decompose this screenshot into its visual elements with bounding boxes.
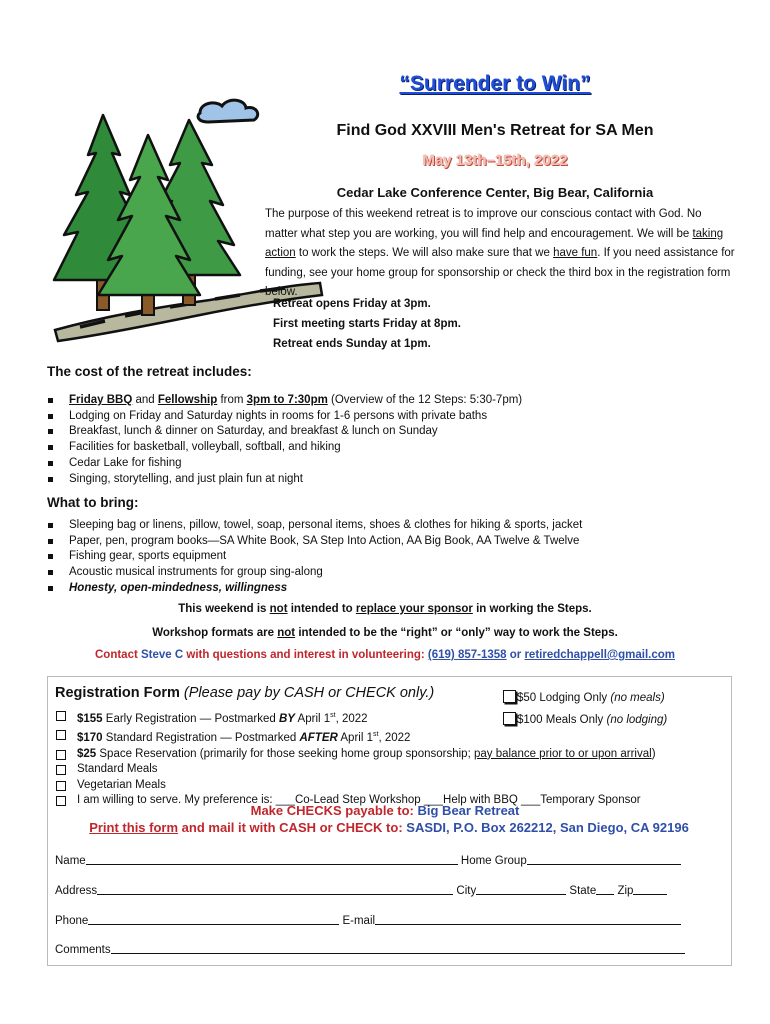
name-label: Name	[55, 855, 86, 867]
purpose-taking-action: taking action	[265, 227, 724, 259]
mail-address: SASDI, P.O. Box 262212, San Diego, CA 92196	[406, 820, 689, 835]
standard-meals-option[interactable]	[55, 762, 656, 778]
retreat-dates: May 13th–15th, 2022	[422, 152, 568, 169]
note1-c: intended to	[287, 603, 356, 615]
email-label: E-mail	[342, 915, 376, 927]
note2-not: not	[277, 627, 296, 639]
cost-and: and	[132, 394, 158, 406]
overview-note: (Overview of the 12 Steps: 5:30-7pm)	[327, 394, 523, 406]
cost-heading: The cost of the retreat includes:	[47, 364, 252, 379]
lodging-label: $50 Lodging Only	[517, 692, 611, 704]
note1-replace-sponsor: replace your sponsor	[355, 603, 473, 615]
retreat-venue: Cedar Lake Conference Center, Big Bear, California	[336, 185, 654, 200]
phone-label: Phone	[55, 915, 89, 927]
city-label: City	[456, 885, 477, 897]
registration-title-text: Registration Form	[55, 685, 180, 701]
list-item: Facilities for basketball, volleyball, softball, and hiking	[47, 440, 522, 456]
payable-payee: Big Bear Retreat	[417, 803, 520, 818]
purpose-text-1: The purpose of this weekend retreat is to improve our conscious contact with God. No matter what step you are working, you will find help and encouragement. We will be	[265, 208, 702, 240]
cost-list	[47, 393, 522, 487]
contact-email-link[interactable]: retiredchappell@gmail.com	[524, 649, 675, 661]
zip-label: Zip	[617, 885, 634, 897]
lodging-only-option[interactable]	[503, 690, 665, 704]
comments-field[interactable]	[111, 942, 685, 954]
address-field[interactable]	[97, 883, 453, 895]
standard-after: AFTER	[299, 732, 338, 745]
fellowship: Fellowship	[157, 394, 218, 406]
meals-label: $100 Meals Only	[517, 714, 607, 726]
purpose-have-fun: have fun	[553, 247, 598, 259]
retreat-schedule	[273, 294, 461, 354]
retreat-title: “Surrender to Win”	[399, 72, 591, 95]
name-field[interactable]	[86, 853, 458, 865]
contact-pre: Contact	[95, 649, 141, 661]
home-group-field[interactable]	[527, 853, 681, 865]
lodging-checkbox[interactable]	[503, 690, 516, 703]
note1-a: This weekend is	[178, 603, 270, 615]
registration-payment-note: (Please pay by CASH or CHECK only.)	[183, 685, 435, 701]
meals-note: (no lodging)	[606, 714, 668, 726]
cost-from: from	[217, 394, 247, 406]
contact-phone-link[interactable]: (619) 857-1358	[427, 649, 507, 661]
checkbox[interactable]	[56, 750, 66, 760]
schedule-end: Retreat ends Sunday at 1pm.	[273, 338, 431, 350]
workshop-note	[0, 627, 770, 639]
bring-list	[47, 518, 582, 597]
list-item: Cedar Lake for fishing	[47, 456, 522, 472]
list-item: Honesty, open-mindedness, willingness	[47, 581, 582, 597]
state-label: State	[569, 885, 597, 897]
checkbox[interactable]	[56, 730, 66, 740]
space-reservation-option[interactable]	[55, 747, 656, 763]
contact-line	[0, 649, 770, 661]
checkbox[interactable]	[56, 711, 66, 721]
early-date-suffix: st	[330, 712, 336, 719]
purpose-text-3: . If you need assistance for funding, see your home group for sponsorship or check the third box in the registration form below.	[265, 247, 735, 298]
sponsor-note	[0, 603, 770, 615]
city-field[interactable]	[476, 883, 566, 895]
comments-row	[55, 942, 685, 956]
bbq-time: 3pm to 7:30pm	[246, 394, 328, 406]
mail-mid: and mail it with CASH or CHECK to:	[178, 820, 407, 835]
standard-price: $170	[77, 732, 103, 745]
purpose-text-2: to work the steps. We will also make sure that we	[295, 247, 554, 259]
print-form-link[interactable]: Print this form	[89, 820, 179, 835]
list-item: Paper, pen, program books—SA White Book, SA Step Into Action, AA Big Book, AA Twelve & Twelve	[47, 534, 582, 550]
list-item: Breakfast, lunch & dinner on Saturday, and breakfast & lunch on Sunday	[47, 424, 522, 440]
note2-c: intended to be the “right” or “only” way to work the Steps.	[295, 627, 618, 639]
list-item: Lodging on Friday and Saturday nights in rooms for 1-6 persons with private baths	[47, 409, 522, 425]
note1-not: not	[269, 603, 288, 615]
address-row	[55, 883, 667, 897]
early-year: , 2022	[335, 712, 368, 725]
schedule-open: Retreat opens Friday at 3pm.	[273, 298, 431, 310]
name-row	[55, 853, 681, 867]
contact-mid: with questions and interest in volunteering:	[183, 649, 428, 661]
lodging-note: (no meals)	[610, 692, 665, 704]
contact-or: or	[506, 649, 525, 661]
address-label: Address	[55, 885, 98, 897]
standard-date: April 1	[337, 732, 373, 745]
early-text: Early Registration — Postmarked	[102, 712, 279, 725]
standard-text: Standard Registration — Postmarked	[102, 732, 300, 745]
space-pay-balance: pay balance prior to or upon arrival	[473, 747, 652, 760]
serve-preference-label: I am willing to serve. My preference is: ___Co-Lead Step Workshop ___Help with BBQ ___Temporary Sponsor	[77, 794, 641, 807]
payable-pre: Make CHECKS payable to:	[250, 803, 418, 818]
zip-field[interactable]	[633, 883, 667, 895]
schedule-first-meeting: First meeting starts Friday at 8pm.	[273, 318, 461, 330]
space-close: )	[651, 747, 656, 760]
list-item: Singing, storytelling, and just plain fun at night	[47, 472, 522, 488]
retreat-subtitle: Find God XXVIII Men's Retreat for SA Men	[336, 122, 654, 139]
cloud-icon	[198, 100, 258, 122]
comments-label: Comments	[55, 944, 111, 956]
space-text: Space Reservation (primarily for those seeking home group sponsorship;	[96, 747, 474, 760]
note1-e: in working the Steps.	[472, 603, 592, 615]
early-registration-option[interactable]	[55, 708, 656, 727]
list-item	[47, 393, 522, 409]
registration-options	[55, 708, 656, 809]
list-item: Acoustic musical instruments for group sing-along	[47, 565, 582, 581]
standard-date-suffix: st	[372, 731, 379, 739]
contact-name: Steve C	[141, 649, 184, 661]
list-item: Sleeping bag or linens, pillow, towel, soap, personal items, shoes & clothes for hiking & sports, jacket	[47, 518, 582, 534]
phone-row	[55, 913, 681, 927]
email-field[interactable]	[375, 913, 681, 925]
standard-registration-option[interactable]	[55, 727, 656, 746]
home-group-label: Home Group	[460, 855, 527, 867]
registration-title	[55, 685, 434, 701]
space-price: $25	[77, 747, 97, 760]
early-price: $155	[77, 712, 103, 725]
standard-meals-label: Standard Meals	[77, 763, 158, 776]
purpose-paragraph	[265, 205, 735, 303]
state-field[interactable]	[596, 883, 614, 895]
friday-bbq: Friday BBQ	[69, 394, 133, 406]
vegetarian-meals-option[interactable]	[55, 778, 656, 794]
list-item: Fishing gear, sports equipment	[47, 549, 582, 565]
checks-payable-line	[0, 803, 770, 818]
vegetarian-meals-label: Vegetarian Meals	[77, 778, 166, 791]
note2-a: Workshop formats are	[152, 627, 278, 639]
bring-heading: What to bring:	[47, 495, 139, 510]
mail-to-line	[0, 820, 770, 835]
standard-year: , 2022	[378, 732, 411, 745]
early-by: BY	[279, 712, 295, 725]
phone-field[interactable]	[88, 913, 339, 925]
checkbox[interactable]	[56, 765, 66, 775]
early-date: April 1	[294, 712, 331, 725]
checkbox[interactable]	[56, 781, 66, 791]
